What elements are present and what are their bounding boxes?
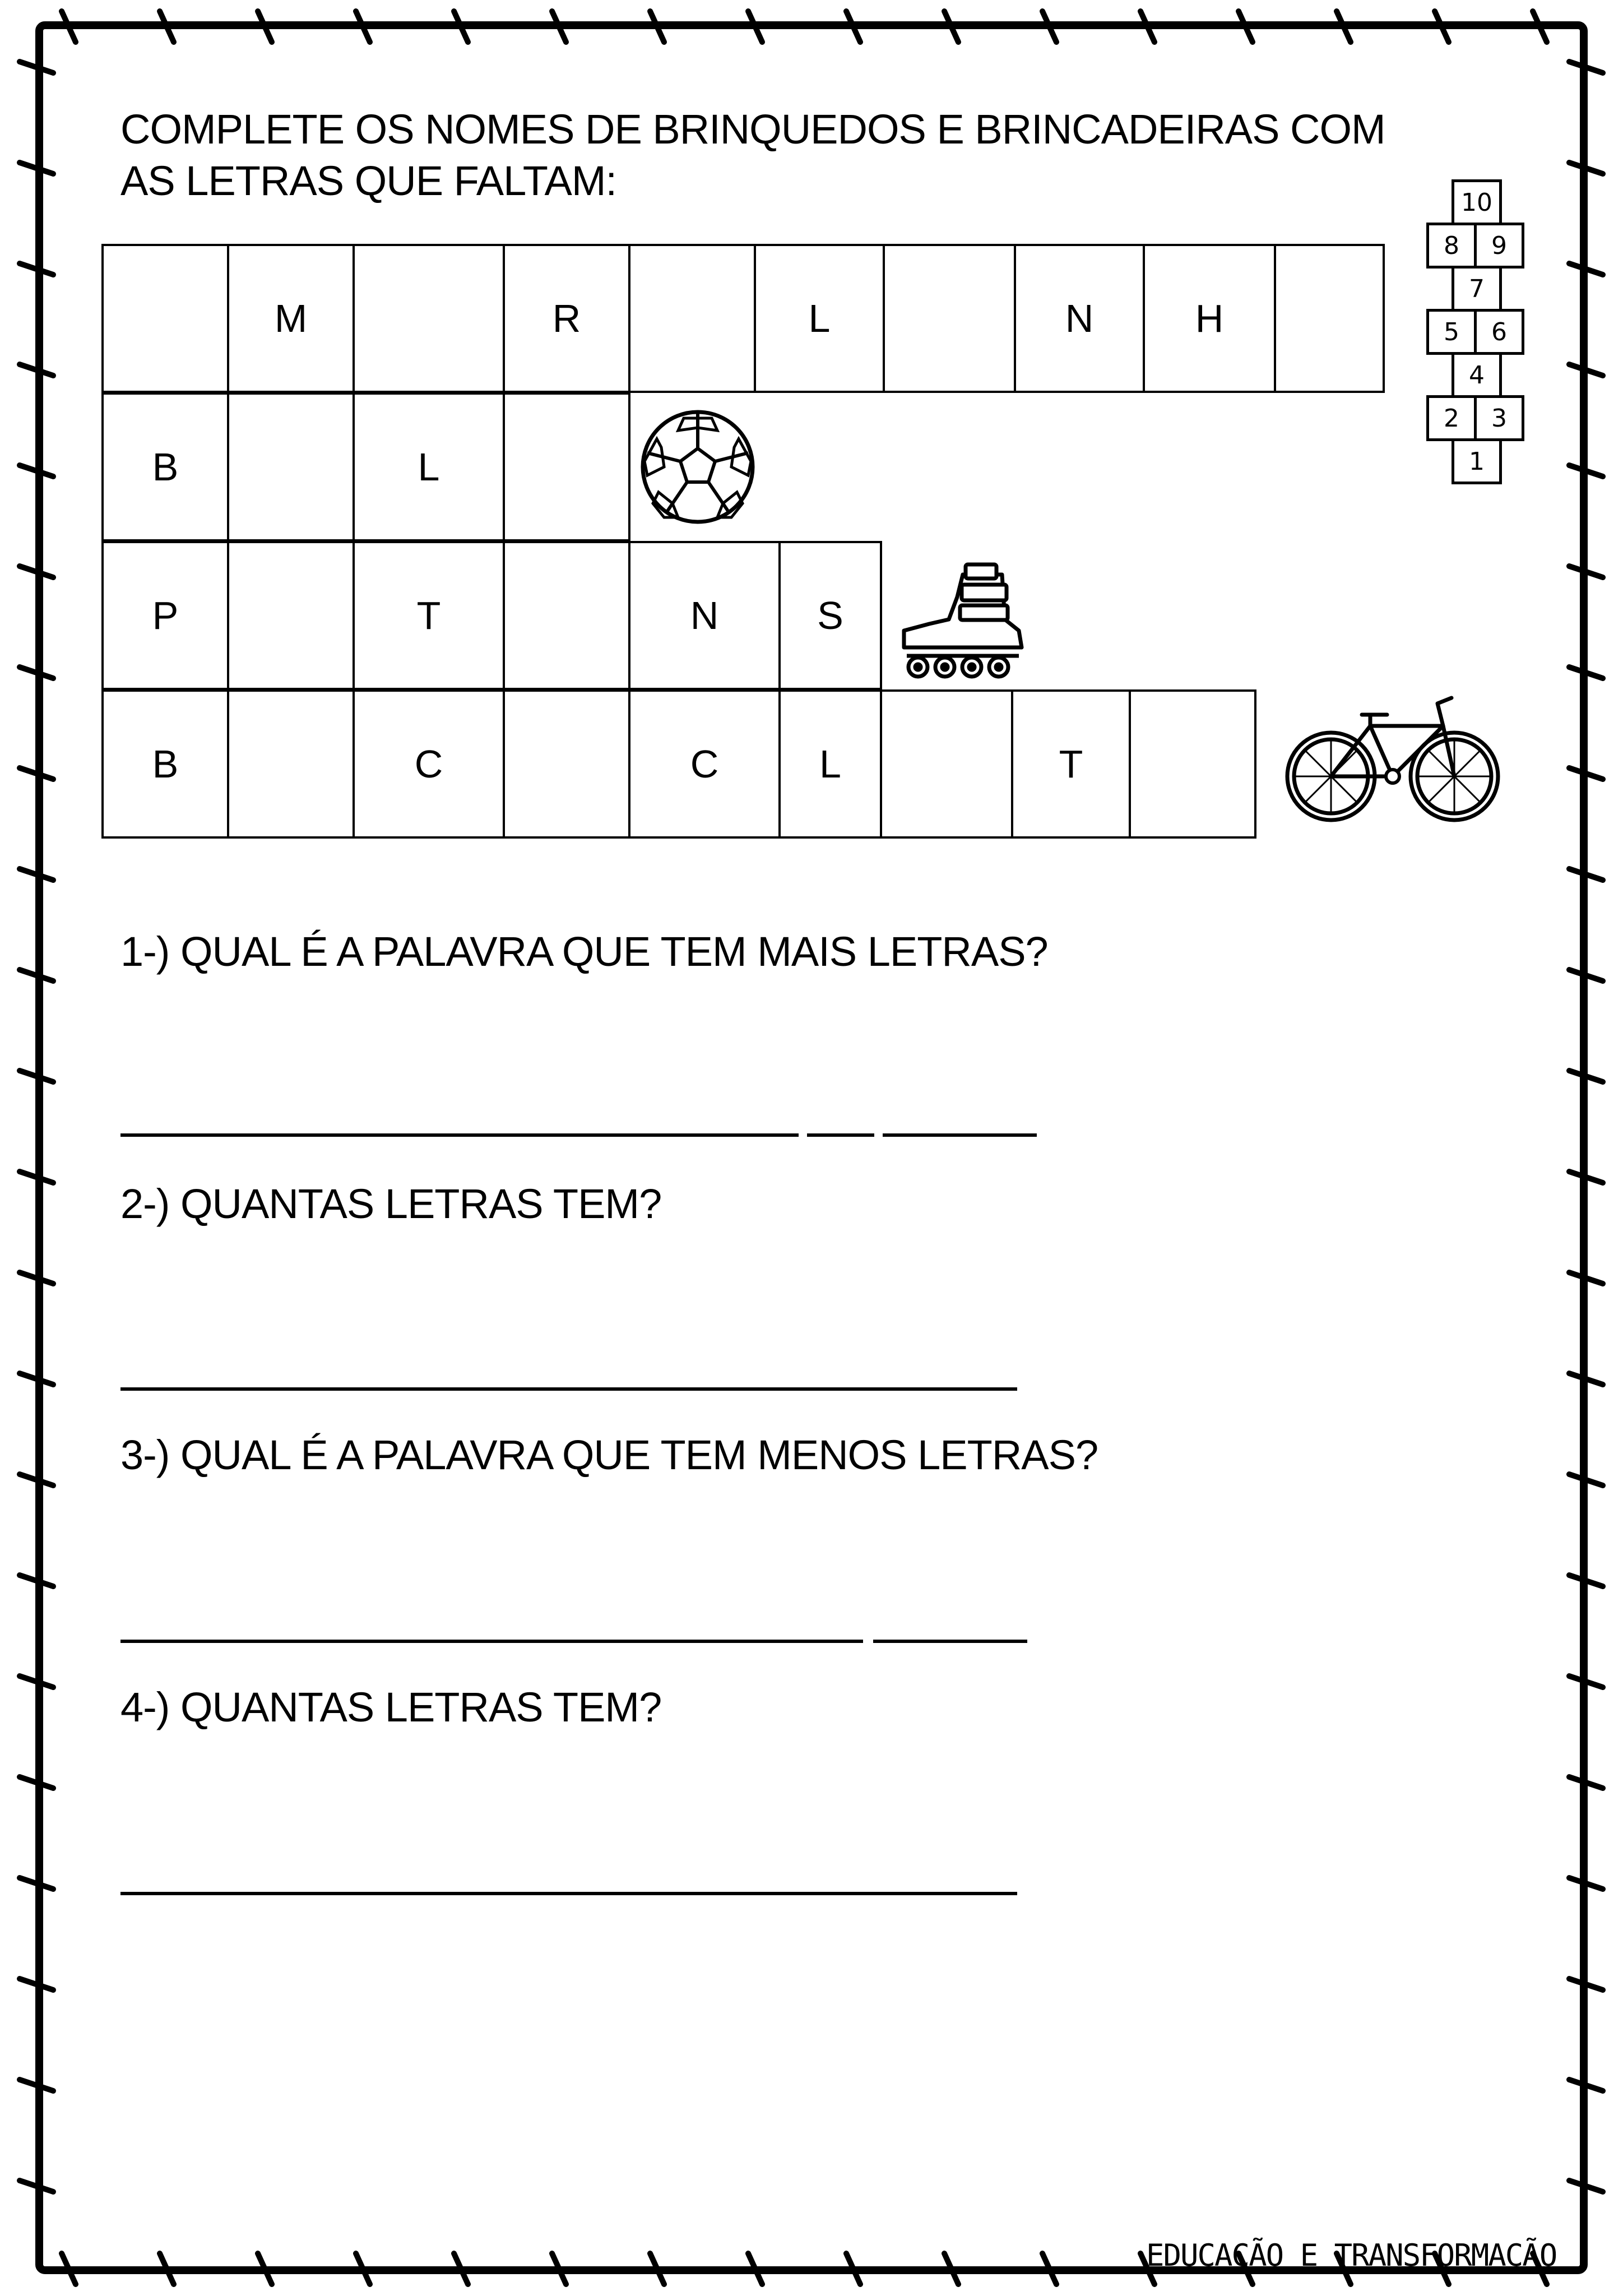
hopscotch-icon (1423, 179, 1536, 499)
word-row-1 (101, 244, 1385, 393)
hopscotch-square: 9 (1474, 223, 1524, 269)
letter-cell[interactable] (880, 689, 1013, 839)
answer-line-3a[interactable] (120, 1640, 863, 1643)
hopscotch-square: 3 (1474, 395, 1524, 441)
letter-cell[interactable] (227, 541, 355, 690)
letter-cell[interactable]: B (101, 392, 229, 541)
word-row-2 (101, 392, 630, 541)
letter-cell[interactable] (101, 244, 229, 393)
letter-cell[interactable]: L (778, 689, 882, 839)
bicycle-icon (1283, 692, 1502, 827)
question-4: 4-) QUANTAS LETRAS TEM? (120, 1684, 662, 1730)
letter-cell[interactable] (227, 689, 355, 839)
letter-cell[interactable]: B (101, 689, 229, 839)
roller-skate-icon (896, 558, 1027, 681)
hopscotch-square: 1 (1452, 438, 1502, 484)
letter-cell[interactable] (1129, 689, 1256, 839)
hopscotch-square: 7 (1452, 266, 1502, 312)
answer-line-1c[interactable] (883, 1133, 1037, 1137)
hopscotch-square: 4 (1452, 352, 1502, 398)
question-1: 1-) QUAL É A PALAVRA QUE TEM MAIS LETRAS? (120, 928, 1048, 975)
answer-line-4[interactable] (120, 1892, 1017, 1895)
letter-cell[interactable]: C (628, 689, 781, 839)
letter-cell[interactable] (353, 244, 505, 393)
answer-line-3b[interactable] (873, 1640, 1027, 1643)
answer-line-1b[interactable] (807, 1133, 874, 1137)
letter-cell[interactable]: P (101, 541, 229, 690)
question-2: 2-) QUANTAS LETRAS TEM? (120, 1181, 662, 1227)
answer-line-1a[interactable] (120, 1133, 799, 1137)
letter-cell[interactable]: L (353, 392, 505, 541)
letter-cell[interactable]: L (754, 244, 885, 393)
letter-cell[interactable]: N (628, 541, 781, 690)
letter-cell[interactable]: R (503, 244, 630, 393)
letter-cell[interactable] (503, 541, 630, 690)
letter-cell[interactable]: C (353, 689, 505, 839)
letter-cell[interactable] (227, 392, 355, 541)
hopscotch-square: 8 (1426, 223, 1477, 269)
letter-cell[interactable] (503, 689, 630, 839)
letter-cell[interactable]: M (227, 244, 355, 393)
hopscotch-square: 5 (1426, 309, 1477, 355)
footer-credit: EDUCAÇÃO E TRANSFORMAÇÃO (1146, 2238, 1557, 2273)
answer-line-2[interactable] (120, 1387, 1017, 1391)
word-row-3 (101, 541, 882, 690)
letter-cell[interactable] (503, 392, 630, 541)
letter-cell[interactable] (628, 244, 756, 393)
hopscotch-square: 6 (1474, 309, 1524, 355)
hopscotch-square: 10 (1452, 179, 1502, 225)
letter-cell[interactable]: N (1014, 244, 1145, 393)
soccer-ball-icon (639, 408, 757, 526)
letter-cell[interactable]: S (778, 541, 882, 690)
hopscotch-square: 2 (1426, 395, 1477, 441)
question-3: 3-) QUAL É A PALAVRA QUE TEM MENOS LETRAS? (120, 1432, 1098, 1478)
letter-cell[interactable]: T (1011, 689, 1131, 839)
letter-cell[interactable] (883, 244, 1016, 393)
letter-cell[interactable]: H (1143, 244, 1276, 393)
word-row-4 (101, 689, 1256, 839)
letter-cell[interactable]: T (353, 541, 505, 690)
instructions-title: COMPLETE OS NOMES DE BRINQUEDOS E BRINCADEIRAS COM AS LETRAS QUE FALTAM: (120, 106, 1385, 204)
letter-cell[interactable] (1274, 244, 1385, 393)
